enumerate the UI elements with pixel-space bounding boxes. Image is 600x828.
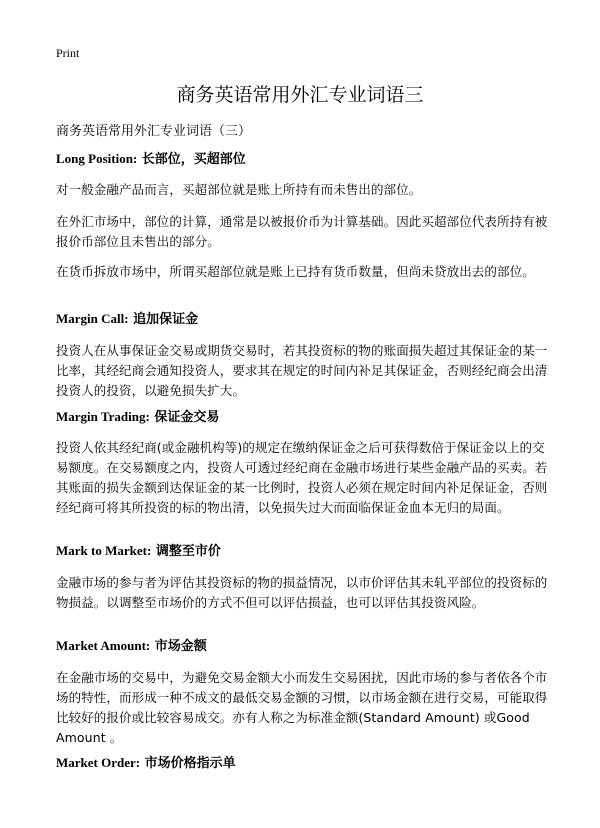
term-heading <box>56 542 548 561</box>
term-heading <box>56 150 548 169</box>
term-english: Long Position: <box>56 151 138 166</box>
entry-market-amount <box>56 637 548 656</box>
print-link[interactable]: Print <box>56 46 80 60</box>
term-heading <box>56 754 548 773</box>
paragraph: 金融市场的参与者为评估其投资标的物的损益情况，以市价评估其未轧平部位的投资标的物损益。以调整至市场价的方式不但可以评估损益，也可以评估其投资风险。 <box>56 575 548 610</box>
entry-long-position <box>56 150 548 169</box>
term-english: Margin Trading: <box>56 409 150 424</box>
entry-long-position-p3 <box>56 262 548 282</box>
term-english: Margin Call: <box>56 311 129 326</box>
entry-long-position-p2 <box>56 212 548 252</box>
entry-long-position-p1 <box>56 180 548 200</box>
page-title: 商务英语常用外汇专业词语三 <box>176 84 424 106</box>
term-chinese: 市场金额 <box>154 639 207 654</box>
paragraph: 在金融市场的交易中，为避免交易金额大小而发生交易困扰，因此市场的参与者依各个市场的特性，而形成一种不成文的最低交易金额的习惯，以市场金额在进行交易，可能取得比较好的报价或比较容易成交。亦有人称之为标准金额(Standard Amount) 或Good Amount 。 <box>56 670 548 745</box>
entry-margin-call-p1 <box>56 341 548 401</box>
paragraph: 在外汇市场中，部位的计算，通常是以被报价币为计算基础。因此买超部位代表所持有被报价币部位且未售出的部分。 <box>56 214 548 249</box>
entry-mark-to-market <box>56 542 548 561</box>
paragraph: 投资人在从事保证金交易或期货交易时，若其投资标的物的账面损失超过其保证金的某一比率，其经纪商会通知投资人，要求其在规定的时间内补足其保证金，否则经纪商会出清投资人的投资，以避免损失扩大。 <box>56 343 548 398</box>
paragraph: 在货币拆放市场中，所谓买超部位就是账上已持有货币数量，但尚未贷放出去的部位。 <box>56 264 535 279</box>
term-english: Market Order: <box>56 755 141 770</box>
term-chinese: 追加保证金 <box>133 312 199 327</box>
term-chinese: 市场价格指示单 <box>144 756 236 771</box>
term-chinese: 长部位，买超部位 <box>141 152 246 167</box>
term-heading <box>56 310 548 329</box>
term-english: Mark to Market: <box>56 543 152 558</box>
entry-market-amount-p1 <box>56 668 548 748</box>
entry-market-order <box>56 754 548 773</box>
term-english: Market Amount: <box>56 638 151 653</box>
paragraph: 投资人依其经纪商(或金融机构等)的规定在缴纳保证金之后可获得数倍于保证金以上的交易额度。在交易额度之内，投资人可透过经纪商在金融市场进行某些金融产品的买卖。若其账面的损失金额到达保证金的某一比例时，投资人必须在规定时间内补足保证金，否则经纪商可将其所投资的标的物出清，以免损失过大而面临保证金血本无归的局面。 <box>56 440 548 515</box>
term-heading <box>56 408 548 427</box>
entry-mark-to-market-p1 <box>56 573 548 613</box>
term-chinese: 调整至市价 <box>155 544 221 559</box>
entry-margin-trading-p1 <box>56 438 548 518</box>
entry-margin-trading <box>56 408 548 427</box>
term-heading <box>56 637 548 656</box>
term-chinese: 保证金交易 <box>154 410 220 425</box>
page-subtitle: 商务英语常用外汇专业词语（三） <box>56 124 252 139</box>
entry-margin-call <box>56 310 548 329</box>
paragraph: 对一般金融产品而言，买超部位就是账上所持有而未售出的部位。 <box>56 182 422 197</box>
